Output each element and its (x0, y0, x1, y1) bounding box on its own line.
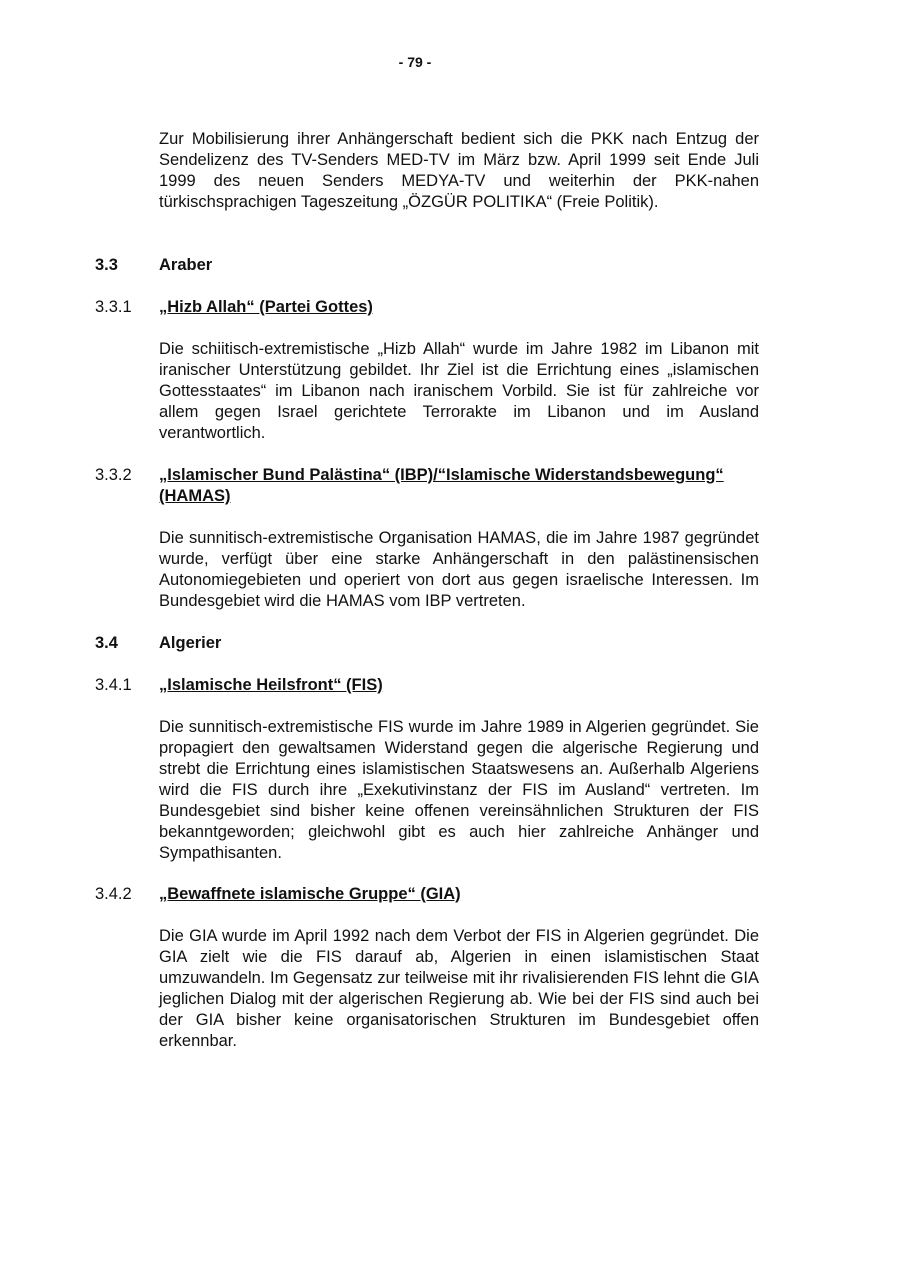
intro-paragraph: Zur Mobilisierung ihrer Anhängerschaft bedient sich die PKK nach Entzug der Sendelizenz des TV-Senders MED-TV im März bzw. April 1999 seit Ende Juli 1999 des neuen Senders MEDYA-TV und weiterhin der PKK-nahen türkischsprachigen Tageszeitung „ÖZGÜR POLITIKA“ (Freie Politik). (159, 130, 759, 211)
section-title: „Bewaffnete islamische Gruppe“ (GIA) (159, 885, 461, 903)
section-number: 3.4.2 (95, 885, 132, 903)
section-number: 3.3 (95, 256, 118, 274)
section-number: 3.3.2 (95, 466, 132, 484)
section-title: Araber (159, 256, 213, 274)
section-paragraph-3-3-2: Die sunnitisch-extremistische Organisation HAMAS, die im Jahre 1987 gegründet wurde, verfügt über eine starke Anhängerschaft in den palästinensischen Autonomiegebieten und operiert von dort aus gegen israelische Interessen. Im Bundesgebiet wird die HAMAS vom IBP vertreten. (159, 529, 759, 610)
section-paragraph-3-4-1: Die sunnitisch-extremistische FIS wurde im Jahre 1989 in Algerien gegründet. Sie propagiert den gewaltsamen Widerstand gegen die algerische Regierung und strebt die Errichtung eines islamistischen Staatswesens an. Außerhalb Algeriens wird die FIS durch ihre „Exekutivinstanz der FIS im Ausland“ vertreten. Im Bundesgebiet sind bisher keine offenen vereinsähnlichen Strukturen der FIS bekanntgeworden; gleichwohl gibt es auch hier zahlreiche Anhänger und Sympathisanten. (159, 718, 759, 862)
section-number: 3.4 (95, 634, 118, 652)
section-title: „Islamische Heilsfront“ (FIS) (159, 676, 383, 694)
page-number: - 79 - (398, 54, 432, 70)
section-title: „Islamischer Bund Palästina“ (IBP)/“Islamische Widerstandsbewegung“ (HAMAS) (159, 466, 724, 505)
section-number: 3.4.1 (95, 676, 132, 694)
section-title: Algerier (159, 634, 222, 652)
section-title: „Hizb Allah“ (Partei Gottes) (159, 298, 373, 316)
section-paragraph-3-4-2: Die GIA wurde im April 1992 nach dem Verbot der FIS in Algerien gegründet. Die GIA zielt wie die FIS darauf ab, Algerien in einen islamistischen Staat umzuwandeln. Im Gegensatz zur teilweise mit ihr rivalisierenden FIS lehnt die GIA jeglichen Dialog mit der algerischen Regierung ab. Wie bei der FIS sind auch bei der GIA bisher keine organisatorischen Strukturen im Bundesgebiet offen erkennbar. (159, 927, 759, 1050)
section-paragraph-3-3-1: Die schiitisch-extremistische „Hizb Allah“ wurde im Jahre 1982 im Libanon mit iranischer Unterstützung gebildet. Ihr Ziel ist die Errichtung eines „islamischen Gottesstaates“ im Libanon nach iranischem Vorbild. Sie ist für zahlreiche vor allem gegen Israel gerichtete Terrorakte im Libanon und im Ausland verantwortlich. (159, 340, 759, 442)
section-number: 3.3.1 (95, 298, 132, 316)
